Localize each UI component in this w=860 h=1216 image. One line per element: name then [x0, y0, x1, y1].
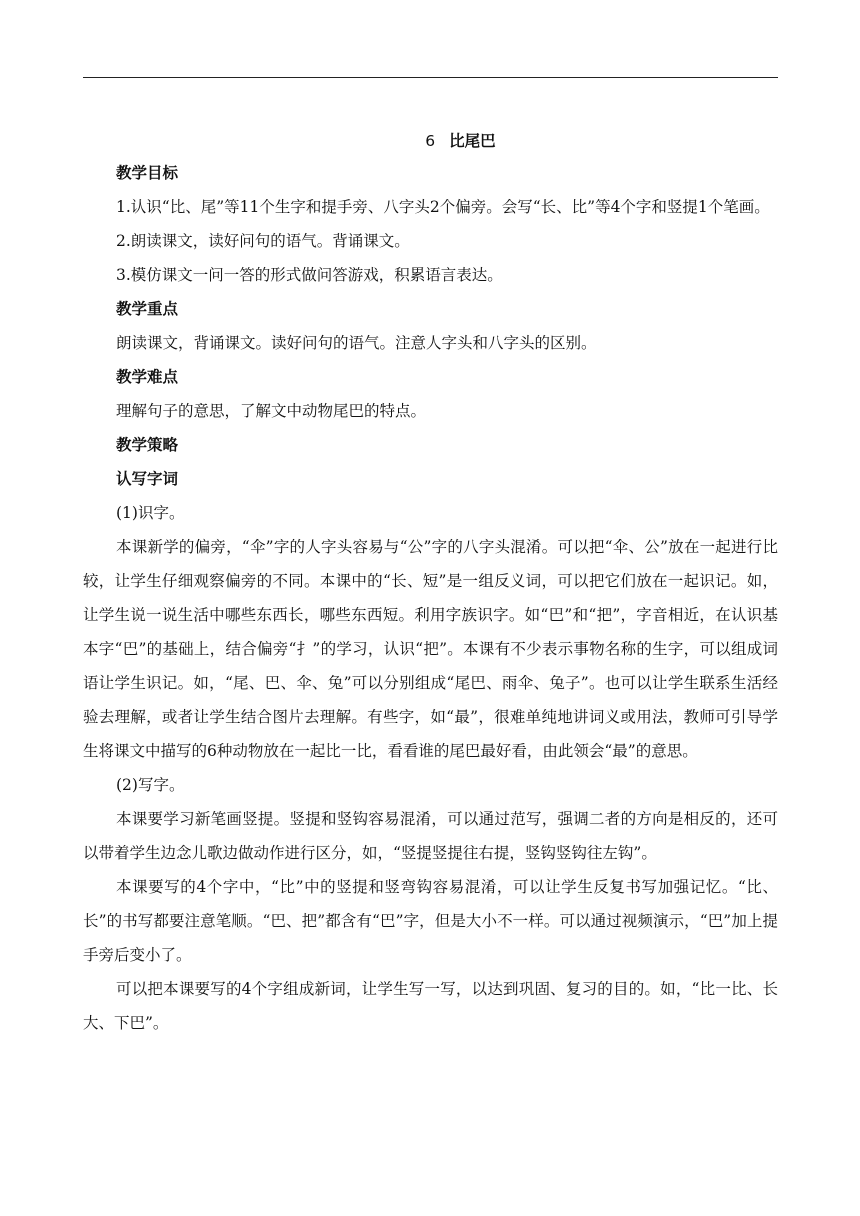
heading-key-points: 教学重点	[116, 300, 179, 318]
sub-label-literacy: (1)识字。	[116, 504, 185, 522]
writing-paragraph-1: 本课要学习新笔画竖提。竖提和竖钩容易混淆，可以通过范写，强调二者的方向是相反的，还可以带着学生边念儿歌边做动作进行区分，如，“竖提竖提往右提，竖钩竖钩往左钩”。	[83, 810, 778, 862]
writing-paragraph-3: 可以把本课要写的4个字组成新词，让学生写一写，以达到巩固、复习的目的。如，“比一比、长大、下巴”。	[83, 980, 778, 1032]
heading-writing-words: 认写字词	[116, 470, 179, 488]
heading-difficulties: 教学难点	[116, 368, 179, 386]
difficulties-text: 理解句子的意思，了解文中动物尾巴的特点。	[116, 402, 427, 420]
key-points-text: 朗读课文，背诵课文。读好问句的语气。注意人字头和八字头的区别。	[116, 334, 597, 352]
objective-1: 1.认识“比、尾”等11个生字和提手旁、八字头2个偏旁。会写“长、比”等4个字和竖提1个笔画。	[116, 198, 770, 216]
writing-paragraph-2: 本课要写的4个字中，“比”中的竖提和竖弯钩容易混淆，可以让学生反复书写加强记忆。“比、长”的书写都要注意笔顺。“巴、把”都含有“巴”字，但是大小不一样。可以通过视频演示，“巴”加上提手旁后变小了。	[83, 878, 778, 964]
lesson-title	[83, 126, 778, 156]
lesson-number: 6	[425, 132, 436, 150]
heading-objectives: 教学目标	[116, 164, 179, 182]
lesson-title-text: 比尾巴	[449, 132, 496, 150]
objective-3: 3.模仿课文一问一答的形式做问答游戏，积累语言表达。	[116, 266, 503, 284]
objective-2: 2.朗读课文，读好问句的语气。背诵课文。	[116, 232, 410, 250]
heading-strategies: 教学策略	[116, 436, 179, 454]
literacy-paragraph: 本课新学的偏旁，“伞”字的人字头容易与“公”字的八字头混淆。可以把“伞、公”放在一起进行比较，让学生仔细观察偏旁的不同。本课中的“长、短”是一组反义词，可以把它们放在一起识记。如，让学生说一说生活中哪些东西长，哪些东西短。利用字族识字。如“巴”和“把”，字音相近，在认识基本字“巴”的基础上，结合偏旁“扌”的学习，认识“把”。本课有不少表示事物名称的生字，可以组成词语让学生识记。如，“尾、巴、伞、兔”可以分别组成“尾巴、雨伞、兔子”。也可以让学生联系生活经验去理解，或者让学生结合图片去理解。有些字，如“最”，很难单纯地讲词义或用法，教师可引导学生将课文中描写的6种动物放在一起比一比，看看谁的尾巴最好看，由此领会“最”的意思。	[83, 538, 778, 760]
sub-label-writing: (2)写字。	[116, 776, 185, 794]
header-rule	[83, 77, 778, 78]
document-body	[83, 126, 778, 1040]
